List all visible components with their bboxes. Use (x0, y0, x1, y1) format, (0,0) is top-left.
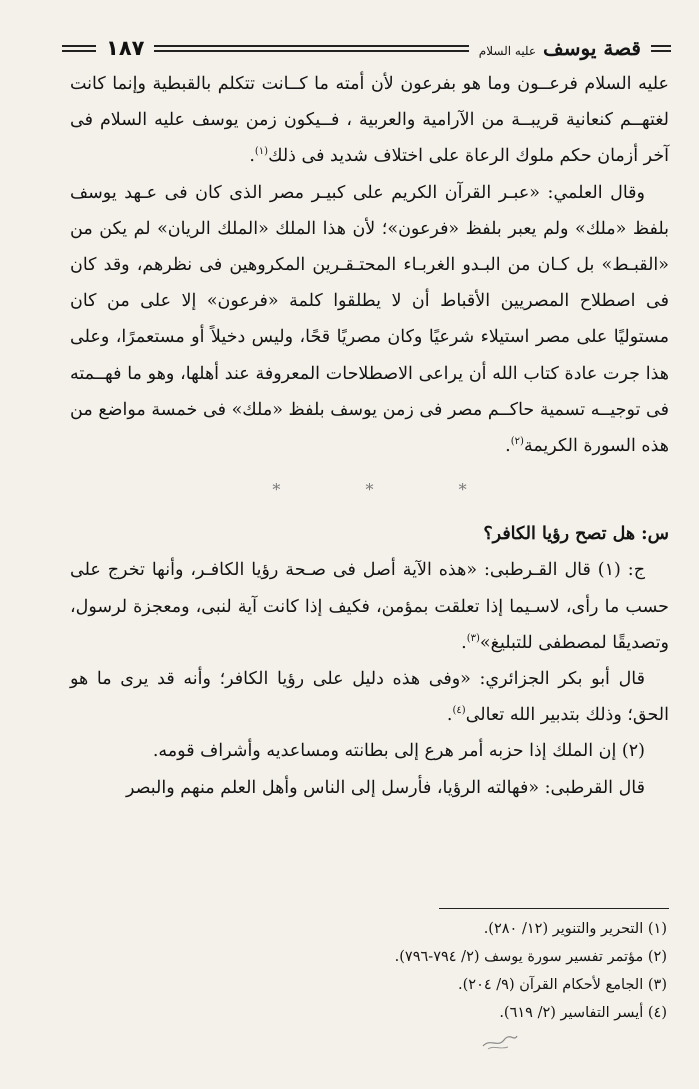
footnote: (٤) أيسر التفاسير (٢/ ٦١٩). (499, 1005, 667, 1021)
paragraph-text: عليه السلام فرعــون وما هو بفرعون لأن أمته ما كــانت تتكلم بالقبطية وإنما كانت لغتهــم كنعانية قريبــة من الآرامية والعربية ، فــيكون زمن يوسف عليه السلام فى آخر أزمان حكم ملوك الرعاة على اختلاف شديد فى ذلك (70, 74, 669, 167)
handwritten-mark (480, 1032, 520, 1052)
footnote-ref: (٣) (466, 633, 480, 645)
running-title-text: قصة يوسف (543, 36, 641, 60)
paragraph: قال القرطبى: «فهالته الرؤيا، فأرسل إلى الناس وأهل العلم منهم والبصر (125, 777, 645, 798)
footnote-ref: (١) (254, 146, 269, 158)
footnote: (١) التحرير والتنوير (١٢/ ٢٨٠). (483, 921, 667, 937)
footnote-rule (439, 908, 669, 909)
footnote: (٣) الجامع لأحكام القرآن (٩/ ٢٠٤). (458, 977, 667, 993)
blessing-text: عليه السلام (478, 44, 537, 58)
paragraph-text: ج: (١) قال القـرطبى: «هذه الآية أصل فى صـحة رؤيا الكافـر، وأنها تخرج على حسب ما رأى، لاسـيما إذا تعلقت بمؤمن، فكيف إذا كانت آية لنبى، ومعجزة لرسول، وتصديقًا لمصطفى للتبليغ» (70, 560, 669, 653)
paragraph: (٢) إن الملك إذا حزبه أمر هرع إلى بطانته ومساعديه وأشراف قومه. (152, 741, 645, 762)
page-number: ١٨٧ (106, 36, 145, 60)
header-rule-right (651, 45, 671, 52)
paragraph: وقال العلمي: «عبـر القرآن الكريم على كبيـر مصر الذى كان فى عـهد يوسف بلفظ «ملك» ولم يعبر بلفظ «فرعون»؛ لأن هذا الملك «الملك الريان» لم يكن من «القبـط» بل كـان من البـدو الغربـاء المحتـقـرين المكروهين فى نظرهم، وقد كان فى اصطلاح المصريين الأقباط أن لا يطلقوا كلمة «فرعون» إلا على من كان مستوليًا على مصر استيلاء شرعيًا وكان مصريًا قحًا، وليس دخيلاً أو مستعمرًا، وعلى هذا جرت عادة كتاب الله أن يراعى الاصطلاحات المعروفة عند أهلها، وهو ما فهــمته فى توجيــه تسمية حاكــم مصر فى زمن يوسف بلفظ «ملك» فى خمسة مواضع من هذه السورة الكريمة$^{(٢)}$. (70, 182, 669, 457)
header-rule-middle (154, 45, 468, 52)
paragraph: قال أبو بكر الجزائري: «وفى هذه دليل على رؤيا الكافر؛ وأنه قد يرى ما هو الحق؛ وذلك بتدبير الله تعالى$^{(٤)}$. (70, 669, 669, 726)
paragraph-text: قال أبو بكر الجزائري: «وفى هذه دليل على رؤيا الكافر؛ وأنه قد يرى ما هو الحق؛ وذلك بتدبير الله تعالى (70, 669, 669, 726)
paragraph: ج: (١) قال القـرطبى: «هذه الآية أصل فى صـحة رؤيا الكافـر، وأنها تخرج على حسب ما رأى، لاسـيما إذا تعلقت بمؤمن، فكيف إذا كانت آية لنبى، ومعجزة لرسول، وتصديقًا لمصطفى للتبليغ»$^{(٣)}$. (70, 560, 669, 653)
footnotes (300, 915, 667, 1027)
page-header (62, 36, 671, 60)
main-text (70, 66, 669, 806)
question-heading: س: هل تصح رؤيا الكافر؟ (483, 524, 669, 545)
footnote: (٢) مؤتمر تفسير سورة يوسف (٢/ ٧٩٤-٧٩٦). (394, 949, 667, 965)
footnote-ref: (٤) (452, 705, 466, 717)
running-title (469, 36, 651, 60)
footnote-ref: (٢) (510, 436, 524, 448)
paragraph: عليه السلام فرعــون وما هو بفرعون لأن أمته ما كــانت تتكلم بالقبطية وإنما كانت لغتهــم كنعانية قريبــة من الآرامية والعربية ، فــيكون زمن يوسف عليه السلام فى آخر أزمان حكم ملوك الرعاة على اختلاف شديد فى ذلك$^{(١)}$. (70, 74, 669, 167)
paragraph-text: وقال العلمي: «عبـر القرآن الكريم على كبيـر مصر الذى كان فى عـهد يوسف بلفظ «ملك» ولم يعبر بلفظ «فرعون»؛ لأن هذا الملك «الملك الريان» لم يكن من «القبـط» بل كـان من البـدو الغربـاء المحتـقـرين المكروهين فى نظرهم، وقد كان فى اصطلاح المصريين الأقباط أن لا يطلقوا كلمة «فرعون» إلا على من كان مستوليًا على مصر استيلاء شرعيًا وكان مصريًا قحًا، وليس دخيلاً أو مستعمرًا، وعلى هذا جرت عادة كتاب الله أن يراعى الاصطلاحات المعروفة عند أهلها، وهو ما فهــمته فى توجيــه تسمية حاكــم مصر فى زمن يوسف بلفظ «ملك» فى خمسة مواضع من هذه السورة الكريمة (70, 182, 669, 457)
section-separator: * * * (272, 480, 507, 500)
header-rule-left (62, 45, 96, 52)
